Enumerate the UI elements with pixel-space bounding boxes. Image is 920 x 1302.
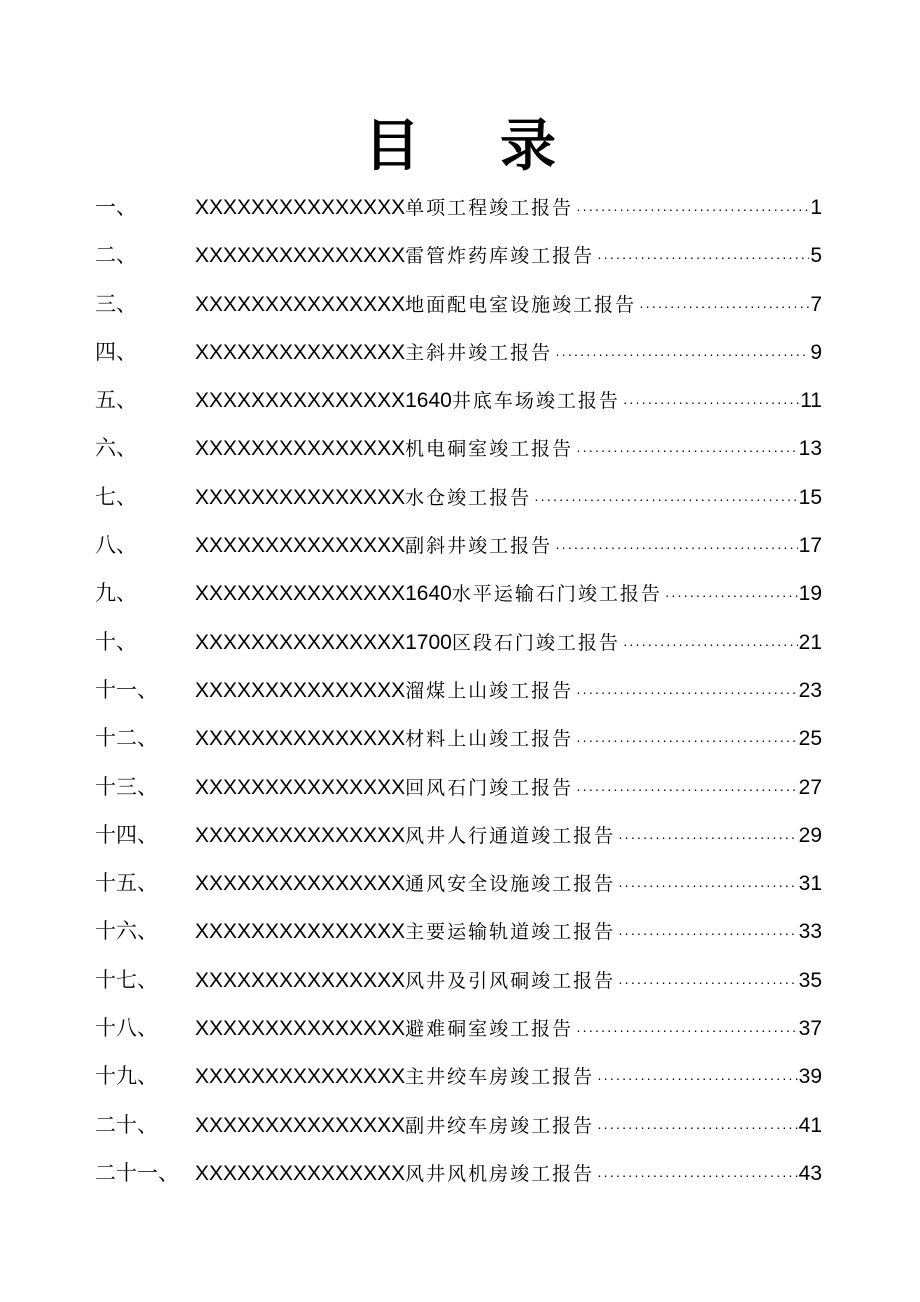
toc-entry-code: XXXXXXXXXXXXXXX — [195, 920, 406, 944]
toc-entry-title: 机电硐室竣工报告 — [405, 438, 574, 461]
toc-entry-code: XXXXXXXXXXXXXXX1700 — [195, 630, 452, 654]
toc-leader-dots — [576, 668, 798, 716]
toc-entry-code: XXXXXXXXXXXXXXX1640 — [195, 389, 452, 413]
toc-entry-page-number: 13 — [798, 437, 822, 461]
toc-leader-dots — [597, 1151, 798, 1199]
toc-entry-number: 十一、 — [95, 677, 158, 702]
toc-entry-title: 风井及引风硐竣工报告 — [405, 969, 616, 992]
toc-entry-title: 单项工程竣工报告 — [405, 197, 574, 219]
toc-entry[interactable] — [95, 859, 822, 907]
toc-entry-title: 避难硐室竣工报告 — [405, 1018, 574, 1041]
toc-entry[interactable] — [95, 424, 822, 472]
toc-entry-title: 水平运输石门竣工报告 — [451, 583, 662, 606]
toc-entry-number: 五、 — [95, 388, 137, 413]
toc-entry-code: XXXXXXXXXXXXXXX1640 — [195, 582, 452, 606]
title-char-2: 录 — [500, 114, 556, 179]
toc-entry[interactable] — [95, 666, 822, 714]
toc-entry-title: 区段石门竣工报告 — [451, 631, 620, 654]
toc-entry-title: 通风安全设施竣工报告 — [405, 873, 616, 896]
toc-entry-code: XXXXXXXXXXXXXXX — [195, 1065, 406, 1089]
toc-entry[interactable] — [95, 811, 822, 859]
toc-entry-page-number: 33 — [798, 920, 822, 944]
toc-entry-title: 地面配电室设施竣工报告 — [405, 293, 637, 316]
toc-entry-number: 九、 — [95, 581, 137, 606]
toc-entry-number: 十五、 — [95, 871, 158, 896]
title-char-1: 目 — [364, 114, 420, 179]
toc-entry-title: 材料上山竣工报告 — [405, 728, 574, 751]
toc-entry[interactable] — [95, 231, 822, 279]
toc-leader-dots — [665, 571, 798, 619]
toc-entry-title: 副井绞车房竣工报告 — [405, 1114, 595, 1137]
toc-entry[interactable] — [95, 907, 822, 955]
toc-entry-page-number: 39 — [798, 1065, 822, 1089]
page-title — [0, 112, 920, 182]
toc-entry-title: 井底车场竣工报告 — [451, 390, 620, 413]
toc-entry-page-number: 23 — [798, 678, 822, 702]
toc-entry-number: 二十、 — [95, 1112, 158, 1137]
toc-entry-code: XXXXXXXXXXXXXXX — [195, 727, 406, 751]
toc-entry[interactable] — [95, 183, 822, 231]
toc-entry-page-number: 29 — [798, 823, 822, 847]
toc-entry-number: 十、 — [95, 629, 137, 654]
toc-entry-page-number: 25 — [798, 727, 822, 751]
toc-entry-number: 六、 — [95, 436, 137, 461]
toc-entry-page-number: 27 — [798, 775, 822, 799]
toc-entry[interactable] — [95, 1101, 822, 1149]
toc-entry-page-number: 19 — [798, 582, 822, 606]
toc-entry[interactable] — [95, 956, 822, 1004]
toc-leader-dots — [623, 620, 798, 668]
toc-entry-title: 主斜井竣工报告 — [405, 341, 553, 364]
toc-entry-page-number: 9 — [810, 340, 822, 364]
toc-entry-code: XXXXXXXXXXXXXXX — [195, 1017, 406, 1041]
toc-entry-title: 回风石门竣工报告 — [405, 776, 574, 799]
toc-leader-dots — [618, 813, 798, 861]
toc-leader-dots — [576, 716, 798, 764]
toc-leader-dots — [639, 282, 809, 330]
toc-entry-code: XXXXXXXXXXXXXXX — [195, 485, 406, 509]
toc-leader-dots — [555, 523, 798, 571]
toc-entry-page-number: 5 — [810, 244, 822, 268]
toc-entry-code: XXXXXXXXXXXXXXX — [195, 1161, 406, 1185]
toc-leader-dots — [555, 330, 809, 378]
toc-entry-number: 二十一、 — [95, 1160, 179, 1185]
toc-entry-number: 一、 — [95, 195, 137, 219]
toc-leader-dots — [597, 233, 809, 281]
toc-leader-dots — [618, 909, 798, 957]
toc-entry-number: 二、 — [95, 243, 137, 268]
toc-entry[interactable] — [95, 763, 822, 811]
toc-entry-code: XXXXXXXXXXXXXXX — [195, 678, 406, 702]
toc-leader-dots — [576, 426, 798, 474]
toc-entry-code: XXXXXXXXXXXXXXX — [195, 244, 406, 268]
toc-entry-number: 十三、 — [95, 774, 158, 799]
toc-entry[interactable] — [95, 1052, 822, 1100]
toc-entry-number: 十四、 — [95, 822, 158, 847]
toc-entry-page-number: 41 — [798, 1113, 822, 1137]
toc-entry-page-number: 35 — [798, 968, 822, 992]
toc-entry[interactable] — [95, 569, 822, 617]
toc-leader-dots — [576, 185, 809, 233]
toc-entry-code: XXXXXXXXXXXXXXX — [195, 196, 406, 219]
toc-entry-number: 十七、 — [95, 967, 158, 992]
toc-entry-code: XXXXXXXXXXXXXXX — [195, 292, 406, 316]
toc-entry-page-number: 21 — [798, 630, 822, 654]
toc-entry-code: XXXXXXXXXXXXXXX — [195, 872, 406, 896]
toc-entry-title: 溜煤上山竣工报告 — [405, 679, 574, 702]
toc-leader-dots — [623, 378, 799, 426]
toc-entry-number: 四、 — [95, 339, 137, 364]
toc-entry-number: 十八、 — [95, 1016, 158, 1041]
toc-entry-code: XXXXXXXXXXXXXXX — [195, 437, 406, 461]
toc-entry-title: 雷管炸药库竣工报告 — [405, 245, 595, 268]
toc-entry-page-number: 11 — [800, 389, 822, 413]
toc-leader-dots — [597, 1054, 798, 1102]
toc-entry-title: 主要运输轨道竣工报告 — [405, 921, 616, 944]
toc-entry-number: 七、 — [95, 484, 137, 509]
toc-entry[interactable] — [95, 280, 822, 328]
toc-entry[interactable] — [95, 376, 822, 424]
toc-leader-dots — [618, 958, 798, 1006]
toc-leader-dots — [618, 861, 798, 909]
toc-entry-code: XXXXXXXXXXXXXXX — [195, 1113, 406, 1137]
toc-entry-title: 水仓竣工报告 — [405, 486, 532, 509]
toc-entry[interactable] — [95, 1004, 822, 1052]
toc-entry-number: 三、 — [95, 291, 137, 316]
toc-leader-dots — [576, 765, 798, 813]
toc-leader-dots — [597, 1103, 798, 1151]
toc-entry-code: XXXXXXXXXXXXXXX — [195, 823, 406, 847]
toc-leader-dots — [534, 475, 798, 523]
toc-entry[interactable] — [95, 618, 822, 666]
toc-entry-title: 主井绞车房竣工报告 — [405, 1066, 595, 1089]
toc-entry-title: 副斜井竣工报告 — [405, 535, 553, 558]
toc-entry[interactable] — [95, 473, 822, 521]
toc-entry-number: 十九、 — [95, 1064, 158, 1089]
toc-entry-code: XXXXXXXXXXXXXXX — [195, 968, 406, 992]
toc-entry-page-number: 43 — [798, 1161, 822, 1185]
toc-entry-title: 风井风机房竣工报告 — [405, 1162, 595, 1185]
toc-entry-number: 十六、 — [95, 919, 158, 944]
table-of-contents — [95, 183, 822, 1197]
toc-entry-page-number: 15 — [798, 485, 822, 509]
toc-entry-page-number: 7 — [810, 292, 822, 316]
toc-entry-page-number: 17 — [798, 534, 822, 558]
toc-entry-code: XXXXXXXXXXXXXXX — [195, 534, 406, 558]
toc-entry-code: XXXXXXXXXXXXXXX — [195, 340, 406, 364]
toc-entry-number: 十二、 — [95, 726, 158, 751]
toc-entry-number: 八、 — [95, 533, 137, 558]
toc-entry-code: XXXXXXXXXXXXXXX — [195, 775, 406, 799]
toc-entry[interactable] — [95, 328, 822, 376]
toc-leader-dots — [576, 1006, 798, 1054]
toc-entry[interactable] — [95, 714, 822, 762]
toc-entry-page-number: 1 — [810, 196, 822, 219]
toc-entry[interactable] — [95, 521, 822, 569]
toc-entry-page-number: 31 — [798, 872, 822, 896]
toc-entry[interactable] — [95, 1149, 822, 1197]
toc-entry-page-number: 37 — [798, 1017, 822, 1041]
toc-entry-title: 风井人行通道竣工报告 — [405, 824, 616, 847]
